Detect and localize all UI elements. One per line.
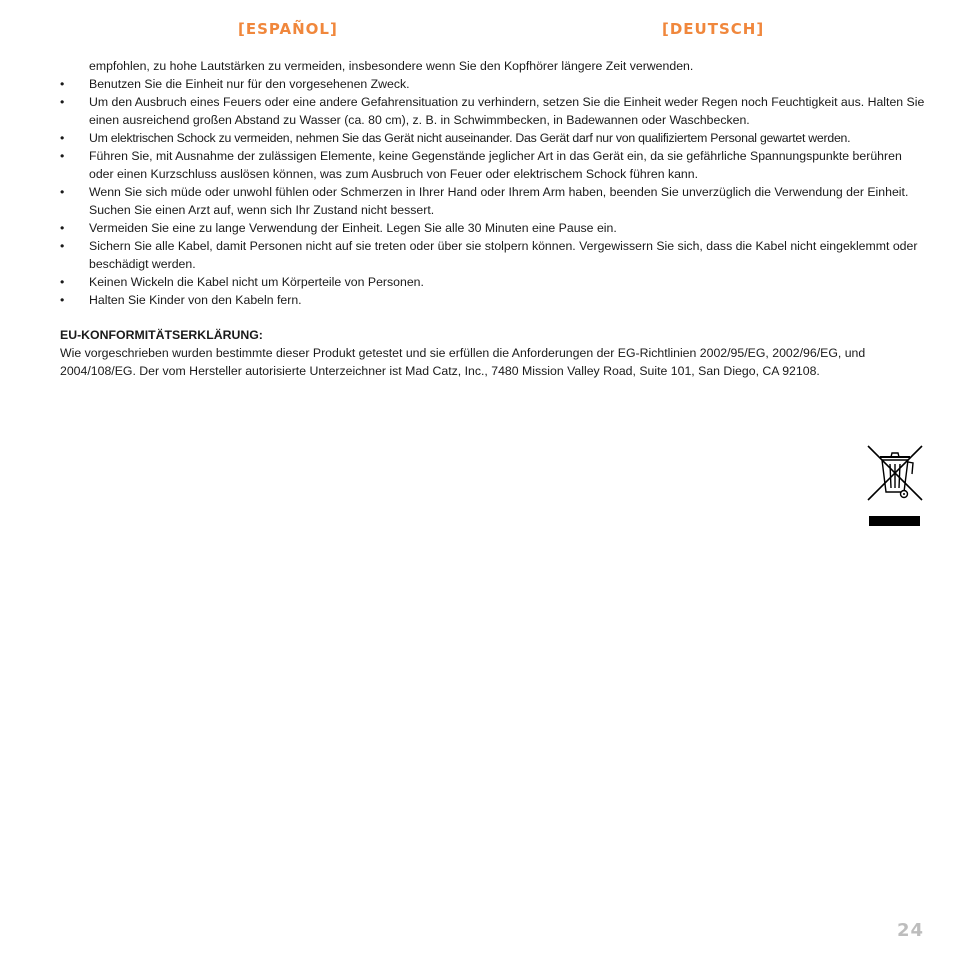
list-item: • Benutzen Sie die Einheit nur für den vorgesehenen Zweck. — [60, 75, 926, 93]
section-tab-espanol: [ESPAÑOL] — [238, 20, 338, 38]
list-item: • Um elektrischen Schock zu vermeiden, nehmen Sie das Gerät nicht auseinander. Das Gerät darf nur von qualifiziertem Personal gewartet werden. — [60, 129, 926, 147]
crossed-out-wheelie-bin-icon — [866, 444, 924, 528]
conformity-heading: EU-KONFORMITÄTSERKLÄRUNG: — [60, 328, 263, 342]
section-tab-deutsch: [DEUTSCH] — [662, 20, 765, 38]
list-item: • Keinen Wickeln die Kabel nicht um Körperteile von Personen. — [60, 273, 926, 291]
list-item: • Sichern Sie alle Kabel, damit Personen nicht auf sie treten oder über sie stolpern können. Vergewissern Sie sich, dass die Kabel nicht eingeklemmt oder beschädigt werden. — [60, 237, 926, 273]
conformity-text: Wie vorgeschrieben wurden bestimmte dieser Produkt getestet und sie erfüllen die Anforderungen der EG-Richtlinien 2002/95/EG, 2002/96/EG, und 2004/108/EG. Der vom Hersteller autorisierte Unterzeichner ist Mad Catz, Inc., 7480 Mission Valley Road, Suite 101, San Diego, CA 92108. — [60, 346, 866, 378]
list-item: • Halten Sie Kinder von den Kabeln fern. — [60, 291, 926, 309]
continuation-text: empfohlen, zu hohe Lautstärken zu vermeiden, insbesondere wenn Sie den Kopfhörer längere Zeit verwenden. — [89, 59, 694, 73]
list-item: • Führen Sie, mit Ausnahme der zulässigen Elemente, keine Gegenstände jeglicher Art in das Gerät ein, da sie gefährliche Spannungspunkte berühren oder einen Kurzschluss auslösen können, was zum Ausbruch von Feuer oder elektrischem Schock führen kann. — [60, 147, 926, 183]
list-item: • Um den Ausbruch eines Feuers oder eine andere Gefahrensituation zu verhindern, setzen Sie die Einheit weder Regen noch Feuchtigkeit aus. Halten Sie einen ausreichend großen Abstand zu Wasser (ca. 80 cm), z. B. in Schwimmbecken, in Badewannen oder Waschbecken. — [60, 93, 926, 129]
list-item: • Wenn Sie sich müde oder unwohl fühlen oder Schmerzen in Ihrer Hand oder Ihrem Arm haben, beenden Sie unverzüglich die Verwendung der Einheit. Suchen Sie einen Arzt auf, wenn sich Ihr Zustand nicht bessert. — [60, 183, 926, 219]
safety-list — [60, 75, 926, 309]
document-body — [60, 57, 926, 380]
list-item: • Vermeiden Sie eine zu lange Verwendung der Einheit. Legen Sie alle 30 Minuten eine Pause ein. — [60, 219, 926, 237]
page-number: 24 — [896, 920, 924, 941]
